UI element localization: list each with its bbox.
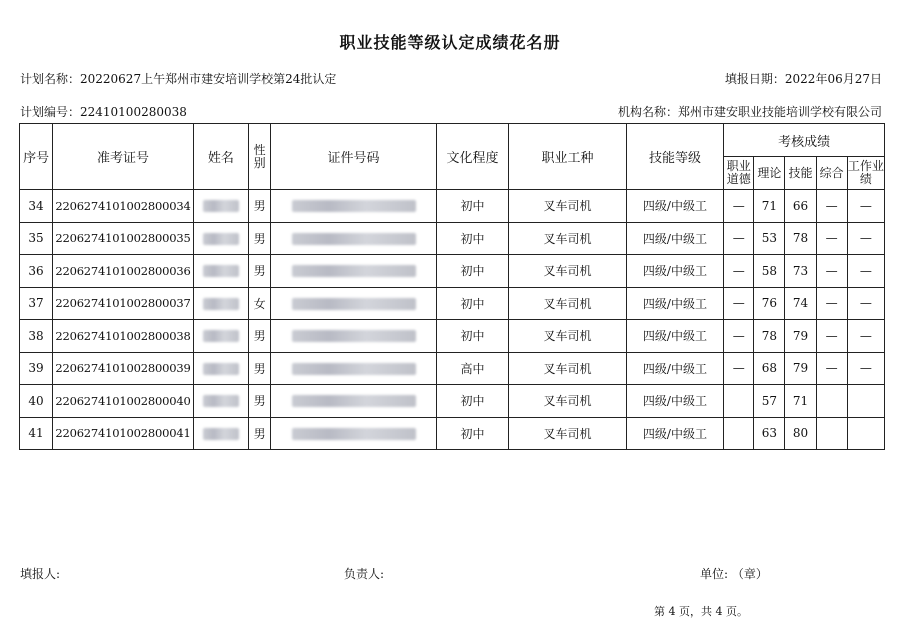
header-performance: 工作业绩: [847, 157, 884, 190]
cell-level: 四级/中级工: [626, 320, 723, 353]
cell-performance: —: [847, 190, 884, 223]
cell-education: 初中: [436, 222, 508, 255]
cell-ethics: [724, 417, 754, 450]
cell-performance: —: [847, 320, 884, 353]
table-row: [20, 385, 885, 418]
cell-level: 四级/中级工: [626, 417, 723, 450]
cell-seq: 35: [20, 222, 53, 255]
cell-ethics: —: [724, 255, 754, 288]
cell-overall: [816, 385, 847, 418]
cell-ticket: 2206274101002800036: [53, 255, 194, 288]
cell-name-redacted: [193, 222, 248, 255]
cell-theory: 68: [754, 352, 785, 385]
header-scores: 考核成绩: [724, 124, 885, 157]
table-row: [20, 320, 885, 353]
cell-gender: 男: [249, 190, 271, 223]
page-title: 职业技能等级认定成绩花名册: [339, 33, 561, 52]
cell-overall: —: [816, 287, 847, 320]
filler-label: 填报人:: [20, 567, 61, 581]
cell-skill: 71: [785, 385, 816, 418]
cell-education: 初中: [436, 255, 508, 288]
cell-performance: —: [847, 287, 884, 320]
cell-education: 初中: [436, 385, 508, 418]
cell-ethics: —: [724, 352, 754, 385]
cell-seq: 37: [20, 287, 53, 320]
cell-ticket: 2206274101002800039: [53, 352, 194, 385]
cell-level: 四级/中级工: [626, 287, 723, 320]
table-row: [20, 417, 885, 450]
cell-theory: 57: [754, 385, 785, 418]
cell-seq: 39: [20, 352, 53, 385]
organization-name: 机构名称：郑州市建安职业技能培训学校有限公司: [617, 105, 882, 119]
cell-skill: 80: [785, 417, 816, 450]
cell-gender: 男: [249, 417, 271, 450]
cell-id-redacted: [271, 320, 437, 353]
cell-level: 四级/中级工: [626, 190, 723, 223]
page-number: 第 4 页，共 4 页。: [654, 605, 748, 618]
cell-level: 四级/中级工: [626, 385, 723, 418]
unit-stamp-label: 单位: （章）: [700, 567, 768, 581]
header-occupation: 职业工种: [509, 124, 627, 190]
cell-skill: 79: [785, 352, 816, 385]
table-row: [20, 352, 885, 385]
cell-performance: [847, 417, 884, 450]
table-row: [20, 287, 885, 320]
cell-name-redacted: [193, 385, 248, 418]
cell-ticket: 2206274101002800038: [53, 320, 194, 353]
cell-theory: 53: [754, 222, 785, 255]
cell-gender: 男: [249, 222, 271, 255]
cell-theory: 63: [754, 417, 785, 450]
cell-performance: —: [847, 222, 884, 255]
cell-seq: 36: [20, 255, 53, 288]
cell-education: 初中: [436, 287, 508, 320]
header-id-number: 证件号码: [271, 124, 437, 190]
cell-theory: 78: [754, 320, 785, 353]
cell-ethics: [724, 385, 754, 418]
cell-id-redacted: [271, 352, 437, 385]
table-row: [20, 222, 885, 255]
cell-education: 高中: [436, 352, 508, 385]
cell-id-redacted: [271, 287, 437, 320]
cell-seq: 34: [20, 190, 53, 223]
cell-id-redacted: [271, 190, 437, 223]
cell-level: 四级/中级工: [626, 255, 723, 288]
cell-education: 初中: [436, 320, 508, 353]
table-row: [20, 190, 885, 223]
cell-performance: —: [847, 352, 884, 385]
cell-name-redacted: [193, 320, 248, 353]
header-level: 技能等级: [626, 124, 723, 190]
cell-id-redacted: [271, 417, 437, 450]
header-overall: 综合: [816, 157, 847, 190]
cell-name-redacted: [193, 352, 248, 385]
cell-name-redacted: [193, 287, 248, 320]
header-seq: 序号: [20, 124, 53, 190]
table-row: [20, 255, 885, 288]
cell-occupation: 叉车司机: [509, 255, 627, 288]
cell-occupation: 叉车司机: [509, 190, 627, 223]
responsible-label: 负责人:: [344, 567, 385, 581]
cell-seq: 40: [20, 385, 53, 418]
score-roster-table: [19, 123, 885, 450]
cell-overall: —: [816, 190, 847, 223]
cell-ticket: 2206274101002800041: [53, 417, 194, 450]
cell-education: 初中: [436, 417, 508, 450]
cell-id-redacted: [271, 385, 437, 418]
header-name: 姓名: [193, 124, 248, 190]
cell-ticket: 220627410100280003​4: [53, 190, 194, 223]
cell-gender: 男: [249, 255, 271, 288]
cell-performance: —: [847, 255, 884, 288]
cell-seq: 38: [20, 320, 53, 353]
cell-overall: —: [816, 222, 847, 255]
cell-theory: 58: [754, 255, 785, 288]
cell-ticket: 2206274101002800035: [53, 222, 194, 255]
header-education: 文化程度: [436, 124, 508, 190]
cell-occupation: 叉车司机: [509, 417, 627, 450]
cell-skill: 79: [785, 320, 816, 353]
cell-occupation: 叉车司机: [509, 222, 627, 255]
cell-skill: 78: [785, 222, 816, 255]
cell-overall: —: [816, 320, 847, 353]
header-theory: 理论: [754, 157, 785, 190]
cell-id-redacted: [271, 255, 437, 288]
cell-ticket: 2206274101002800040: [53, 385, 194, 418]
cell-level: 四级/中级工: [626, 222, 723, 255]
cell-occupation: 叉车司机: [509, 287, 627, 320]
cell-occupation: 叉车司机: [509, 352, 627, 385]
cell-ticket: 2206274101002800037: [53, 287, 194, 320]
cell-gender: 男: [249, 385, 271, 418]
cell-theory: 76: [754, 287, 785, 320]
cell-ethics: —: [724, 287, 754, 320]
cell-overall: —: [816, 352, 847, 385]
cell-name-redacted: [193, 190, 248, 223]
cell-performance: [847, 385, 884, 418]
cell-theory: 71: [754, 190, 785, 223]
cell-seq: 41: [20, 417, 53, 450]
cell-education: 初中: [436, 190, 508, 223]
cell-overall: —: [816, 255, 847, 288]
cell-gender: 男: [249, 352, 271, 385]
plan-number: 计划编号：22410100280038: [20, 105, 187, 119]
cell-skill: 74: [785, 287, 816, 320]
cell-occupation: 叉车司机: [509, 320, 627, 353]
cell-gender: 男: [249, 320, 271, 353]
cell-gender: 女: [249, 287, 271, 320]
cell-id-redacted: [271, 222, 437, 255]
header-ticket: 准考证号: [53, 124, 194, 190]
header-skill: 技能: [785, 157, 816, 190]
cell-skill: 73: [785, 255, 816, 288]
cell-ethics: —: [724, 190, 754, 223]
cell-overall: [816, 417, 847, 450]
cell-ethics: —: [724, 320, 754, 353]
fill-date: 填报日期：2022年06月27日: [724, 72, 882, 86]
cell-skill: 66: [785, 190, 816, 223]
cell-occupation: 叉车司机: [509, 385, 627, 418]
plan-name: 计划名称：20220627上午郑州市建安培训学校第24批认定: [20, 72, 337, 86]
cell-ethics: —: [724, 222, 754, 255]
cell-level: 四级/中级工: [626, 352, 723, 385]
cell-name-redacted: [193, 417, 248, 450]
cell-name-redacted: [193, 255, 248, 288]
header-gender: 性别: [249, 124, 271, 190]
header-ethics: 职业道德: [724, 157, 754, 190]
